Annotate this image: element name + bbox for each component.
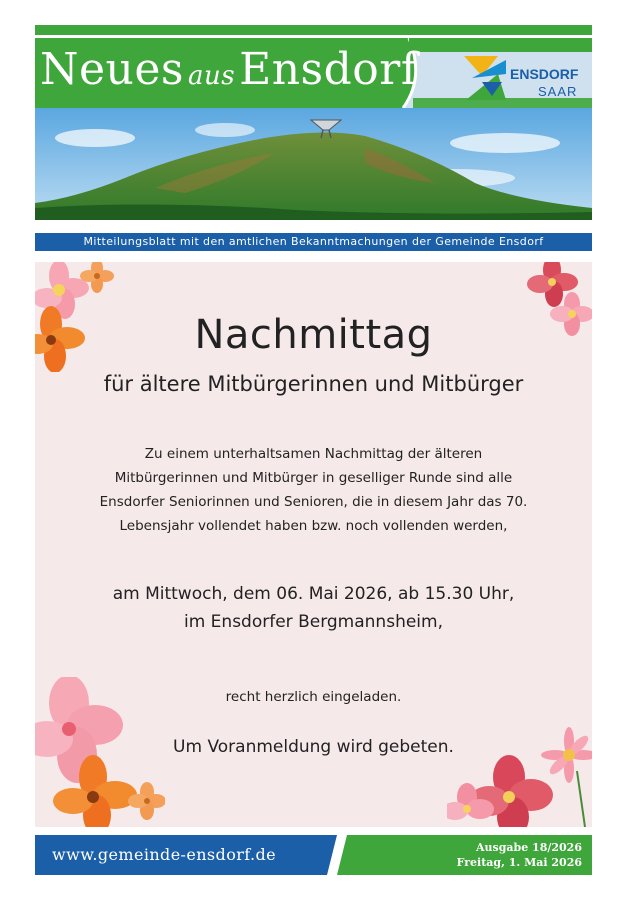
issue-date: Freitag, 1. Mai 2026: [456, 856, 582, 869]
event-location: im Ensdorfer Bergmannsheim,: [184, 612, 443, 632]
invitation-subtitle: für ältere Mitbürgerinnen und Mitbürger: [103, 372, 524, 396]
website-link[interactable]: www.gemeinde-ensdorf.de: [52, 845, 277, 864]
invitation-card: [35, 262, 592, 827]
registration-note: Um Voranmeldung wird gebeten.: [173, 737, 454, 757]
header-top-line: [35, 25, 592, 35]
invitation-closing: recht herzlich eingeladen.: [225, 689, 402, 705]
invitation-body-line: Mitbürgerinnen und Mitbürger in geselliger Runde sind alle: [114, 470, 513, 486]
invitation-body-line: Ensdorfer Seniorinnen und Senioren, die in diesem Jahr das 70.: [99, 494, 528, 510]
invitation-body-line: Zu einem unterhaltsamen Nachmittag der älteren: [144, 446, 483, 462]
issue-number: Ausgabe 18/2026: [475, 841, 582, 854]
invitation-body-line: Lebensjahr vollendet haben bzw. noch vollenden werden,: [119, 518, 508, 534]
logo-text-ensdorf: ENSDORF: [510, 66, 579, 82]
hero-image-halde: [35, 108, 592, 220]
event-date: am Mittwoch, dem 06. Mai 2026, ab 15.30 Uhr,: [112, 584, 515, 604]
invitation-title: Nachmittag: [194, 312, 433, 358]
issue-info: [420, 840, 582, 870]
event-date-location: [35, 580, 592, 636]
logo-text-saar: SAAR: [538, 84, 578, 99]
masthead-title: Neues ausEnsdorf: [40, 44, 418, 95]
masthead-subtitle: Mitteilungsblatt mit den amtlichen Bekanntmachungen der Gemeinde Ensdorf: [35, 233, 592, 251]
invitation-body: [65, 442, 562, 538]
